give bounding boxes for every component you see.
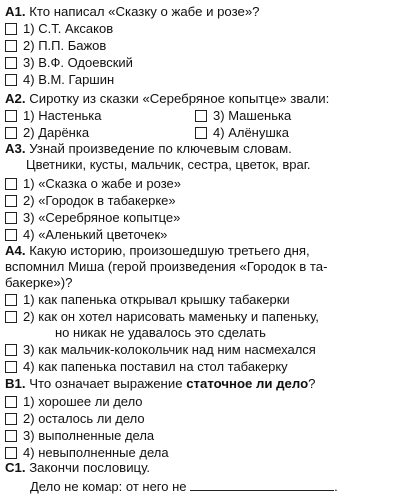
proverb-line <box>30 478 338 495</box>
question-label: А4. <box>5 243 26 258</box>
answer-option[interactable]: 3) как мальчик-колокольчик над ним насмехался <box>5 341 316 358</box>
checkbox[interactable] <box>5 396 17 408</box>
checkbox[interactable] <box>5 74 17 86</box>
checkbox[interactable] <box>5 127 17 139</box>
option-text: Алёнушка <box>228 125 289 140</box>
checkbox[interactable] <box>5 195 17 207</box>
question-term: статочное ли дело <box>186 376 309 391</box>
option-text: как папенька открывал крышку табакерки <box>38 292 290 307</box>
checkbox[interactable] <box>5 23 17 35</box>
answer-blank[interactable] <box>190 478 334 491</box>
option-text: Настенька <box>38 108 102 123</box>
question-text: Кто написал «Сказку о жабе и розе»? <box>29 4 260 19</box>
option-text: «Городок в табакерке» <box>38 193 176 208</box>
question-label: В1. <box>5 376 26 391</box>
question-label: А1. <box>5 4 26 19</box>
checkbox[interactable] <box>5 447 17 459</box>
option-text: выполненные дела <box>38 428 155 443</box>
question-a4 <box>5 243 310 259</box>
checkbox[interactable] <box>5 57 17 69</box>
checkbox[interactable] <box>5 212 17 224</box>
option-text: В.Ф. Одоевский <box>38 55 133 70</box>
option-text: как папенька поставил на стол табакерку <box>38 359 288 374</box>
option-text: осталось ли дело <box>38 411 145 426</box>
option-text: «Серебряное копытце» <box>38 210 181 225</box>
question-text: Какую историю, произошедшую третьего дня, <box>29 243 310 258</box>
option-text: хорошее ли дело <box>38 394 143 409</box>
option-text: как мальчик-колокольчик над ним насмехался <box>38 342 316 357</box>
option-text: Дарёнка <box>38 125 90 140</box>
checkbox[interactable] <box>5 361 17 373</box>
checkbox[interactable] <box>5 40 17 52</box>
answer-option[interactable]: 1) «Сказка о жабе и розе» <box>5 175 181 192</box>
question-text: Сиротку из сказки «Серебряное копытце» звали: <box>29 91 330 106</box>
checkbox[interactable] <box>5 110 17 122</box>
question-a4-line3: бакерке»)? <box>5 275 73 290</box>
option-text: П.П. Бажов <box>38 38 107 53</box>
answer-option[interactable]: 1) как папенька открывал крышку табакерки <box>5 291 290 308</box>
question-a2 <box>5 91 329 107</box>
question-label: А2. <box>5 91 26 106</box>
answer-option[interactable]: 4) Алёнушка <box>195 124 289 141</box>
question-c1 <box>5 460 150 476</box>
question-a3 <box>5 141 292 157</box>
answer-option[interactable]: 3) выполненные дела <box>5 427 154 444</box>
answer-option[interactable]: 4) В.М. Гаршин <box>5 71 114 88</box>
answer-option[interactable]: 2) осталось ли дело <box>5 410 145 427</box>
question-a1 <box>5 4 260 20</box>
proverb-end: . <box>334 479 338 494</box>
answer-option[interactable]: 1) Настенька <box>5 107 102 124</box>
checkbox[interactable] <box>5 311 17 323</box>
answer-option[interactable]: 1) хорошее ли дело <box>5 393 143 410</box>
answer-option[interactable]: 2) «Городок в табакерке» <box>5 192 176 209</box>
checkbox[interactable] <box>195 110 207 122</box>
question-text: Узнай произведение по ключевым словам. <box>29 141 292 156</box>
answer-option[interactable]: 3) Машенька <box>195 107 291 124</box>
option-text: «Аленький цветочек» <box>38 227 168 242</box>
option-text: как он хотел нарисовать маменьку и папеньку, <box>38 309 319 324</box>
question-label: А3. <box>5 141 26 156</box>
keyword-list: Цветники, кусты, мальчик, сестра, цветок, враг. <box>26 157 311 172</box>
question-label: С1. <box>5 460 26 475</box>
option-text: С.Т. Аксаков <box>38 21 114 36</box>
answer-option[interactable]: 4) как папенька поставил на стол табакерку <box>5 358 288 375</box>
question-text: Закончи пословицу. <box>29 460 151 475</box>
question-mark: ? <box>308 376 316 391</box>
answer-option[interactable]: 4) невыполненные дела <box>5 444 169 461</box>
checkbox[interactable] <box>5 413 17 425</box>
checkbox[interactable] <box>5 178 17 190</box>
checkbox[interactable] <box>5 430 17 442</box>
answer-option[interactable]: 3) «Серебряное копытце» <box>5 209 180 226</box>
option-text: «Сказка о жабе и розе» <box>38 176 182 191</box>
answer-option[interactable]: 1) С.Т. Аксаков <box>5 20 113 37</box>
answer-option[interactable]: 2) Дарёнка <box>5 124 89 141</box>
question-text: Что означает выражение <box>29 376 183 391</box>
question-a4-line2: вспомнил Миша (герой произведения «Городок в та- <box>5 259 328 274</box>
answer-option[interactable]: 3) В.Ф. Одоевский <box>5 54 133 71</box>
option-text-continued: но никак не удавалось это сделать <box>55 325 266 340</box>
proverb-text: Дело не комар: от него не <box>30 479 187 494</box>
option-text: В.М. Гаршин <box>38 72 115 87</box>
answer-option[interactable]: 2) как он хотел нарисовать маменьку и папеньку, <box>5 308 319 325</box>
answer-option[interactable]: 2) П.П. Бажов <box>5 37 106 54</box>
question-b1 <box>5 376 316 392</box>
option-text: Машенька <box>228 108 292 123</box>
checkbox[interactable] <box>5 344 17 356</box>
checkbox[interactable] <box>5 294 17 306</box>
checkbox[interactable] <box>195 127 207 139</box>
answer-option[interactable]: 4) «Аленький цветочек» <box>5 226 167 243</box>
option-text: невыполненные дела <box>38 445 169 460</box>
checkbox[interactable] <box>5 229 17 241</box>
